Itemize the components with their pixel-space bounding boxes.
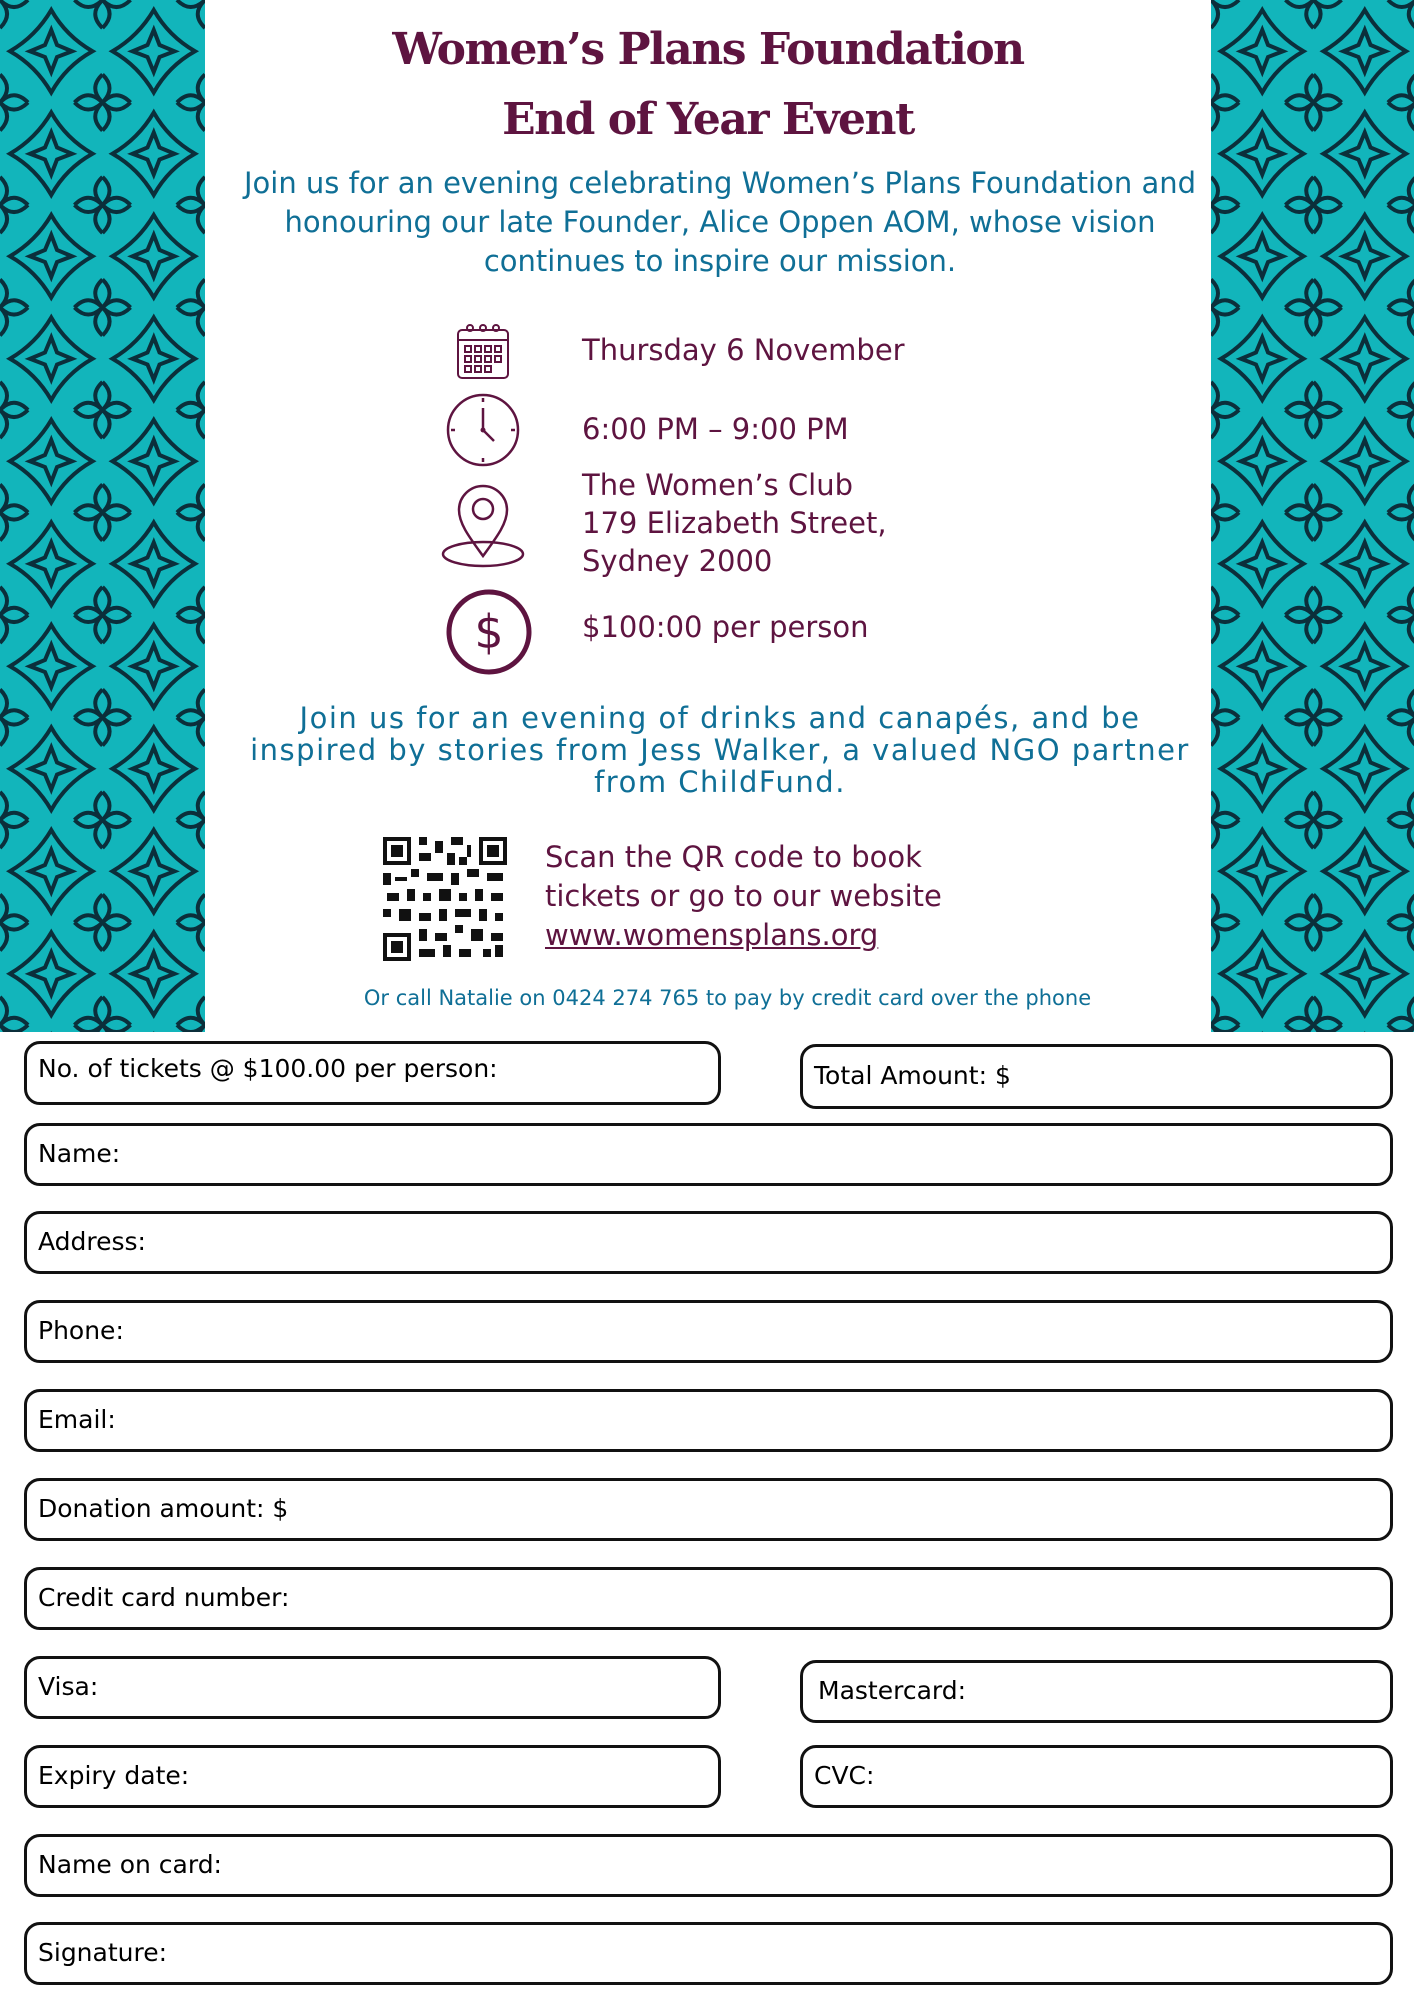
event-date: Thursday 6 November bbox=[582, 333, 905, 367]
mastercard-label: Mastercard: bbox=[818, 1676, 967, 1705]
phone-booking-text: Or call Natalie on 0424 274 765 to pay by credit card over the phone bbox=[363, 986, 1092, 1010]
location-pin-icon bbox=[440, 480, 526, 570]
email-field[interactable] bbox=[24, 1389, 1393, 1452]
address-field[interactable] bbox=[24, 1211, 1393, 1274]
booking-instructions bbox=[545, 838, 942, 955]
scan-line-1: Scan the QR code to book bbox=[545, 840, 922, 874]
cvc-label: CVC: bbox=[814, 1761, 875, 1790]
venue-street: 179 Elizabeth Street, bbox=[582, 506, 887, 540]
dollar-icon bbox=[445, 588, 533, 676]
expiry-field[interactable] bbox=[24, 1745, 721, 1808]
intro-text: Join us for an evening celebrating Women’s Plans Foundation and honouring our late Founder, Alice Oppen AOM, whose vision continues to inspire our mission. bbox=[243, 166, 1197, 278]
venue-city: Sydney 2000 bbox=[582, 544, 773, 578]
tickets-field[interactable] bbox=[24, 1041, 721, 1105]
address-label: Address: bbox=[38, 1227, 146, 1256]
name-on-card-field[interactable] bbox=[24, 1834, 1393, 1897]
visa-label: Visa: bbox=[38, 1672, 99, 1701]
event-title-line-1: Women’s Plans Foundation bbox=[392, 24, 1024, 75]
right-decorative-pattern bbox=[1211, 0, 1414, 1032]
name-on-card-label: Name on card: bbox=[38, 1850, 222, 1879]
left-decorative-pattern bbox=[0, 0, 205, 1032]
signature-label: Signature: bbox=[38, 1938, 168, 1967]
website-link[interactable]: www.womensplans.org bbox=[545, 918, 879, 952]
qr-code[interactable] bbox=[383, 837, 507, 961]
event-price: $100:00 per person bbox=[582, 610, 869, 644]
phone-label: Phone: bbox=[38, 1316, 124, 1345]
mastercard-field[interactable] bbox=[800, 1660, 1393, 1723]
cvc-field[interactable] bbox=[800, 1745, 1393, 1808]
event-title-line-2: End of Year Event bbox=[502, 94, 914, 145]
email-label: Email: bbox=[38, 1405, 116, 1434]
card-number-label: Credit card number: bbox=[38, 1583, 290, 1612]
donation-label: Donation amount: $ bbox=[38, 1494, 289, 1523]
calendar-icon bbox=[455, 322, 511, 380]
name-label: Name: bbox=[38, 1139, 121, 1168]
tickets-label: No. of tickets @ $100.00 per person: bbox=[38, 1054, 498, 1083]
event-venue bbox=[582, 466, 887, 580]
venue-name: The Women’s Club bbox=[582, 468, 853, 502]
name-field[interactable] bbox=[24, 1123, 1393, 1186]
total-amount-label: Total Amount: $ bbox=[814, 1061, 1011, 1090]
signature-field[interactable] bbox=[24, 1922, 1393, 1985]
total-amount-field[interactable] bbox=[800, 1044, 1393, 1109]
donation-field[interactable] bbox=[24, 1478, 1393, 1541]
phone-field[interactable] bbox=[24, 1300, 1393, 1363]
svg-text:$: $ bbox=[474, 605, 504, 659]
event-time: 6:00 PM – 9:00 PM bbox=[582, 412, 849, 446]
scan-line-2: tickets or go to our website bbox=[545, 879, 942, 913]
visa-field[interactable] bbox=[24, 1656, 721, 1719]
expiry-label: Expiry date: bbox=[38, 1761, 190, 1790]
inspire-text: Join us for an evening of drinks and canapés, and be inspired by stories from Jess Walker, a valued NGO partner from ChildFund. bbox=[250, 701, 1190, 799]
card-number-field[interactable] bbox=[24, 1567, 1393, 1630]
clock-icon bbox=[445, 392, 521, 468]
